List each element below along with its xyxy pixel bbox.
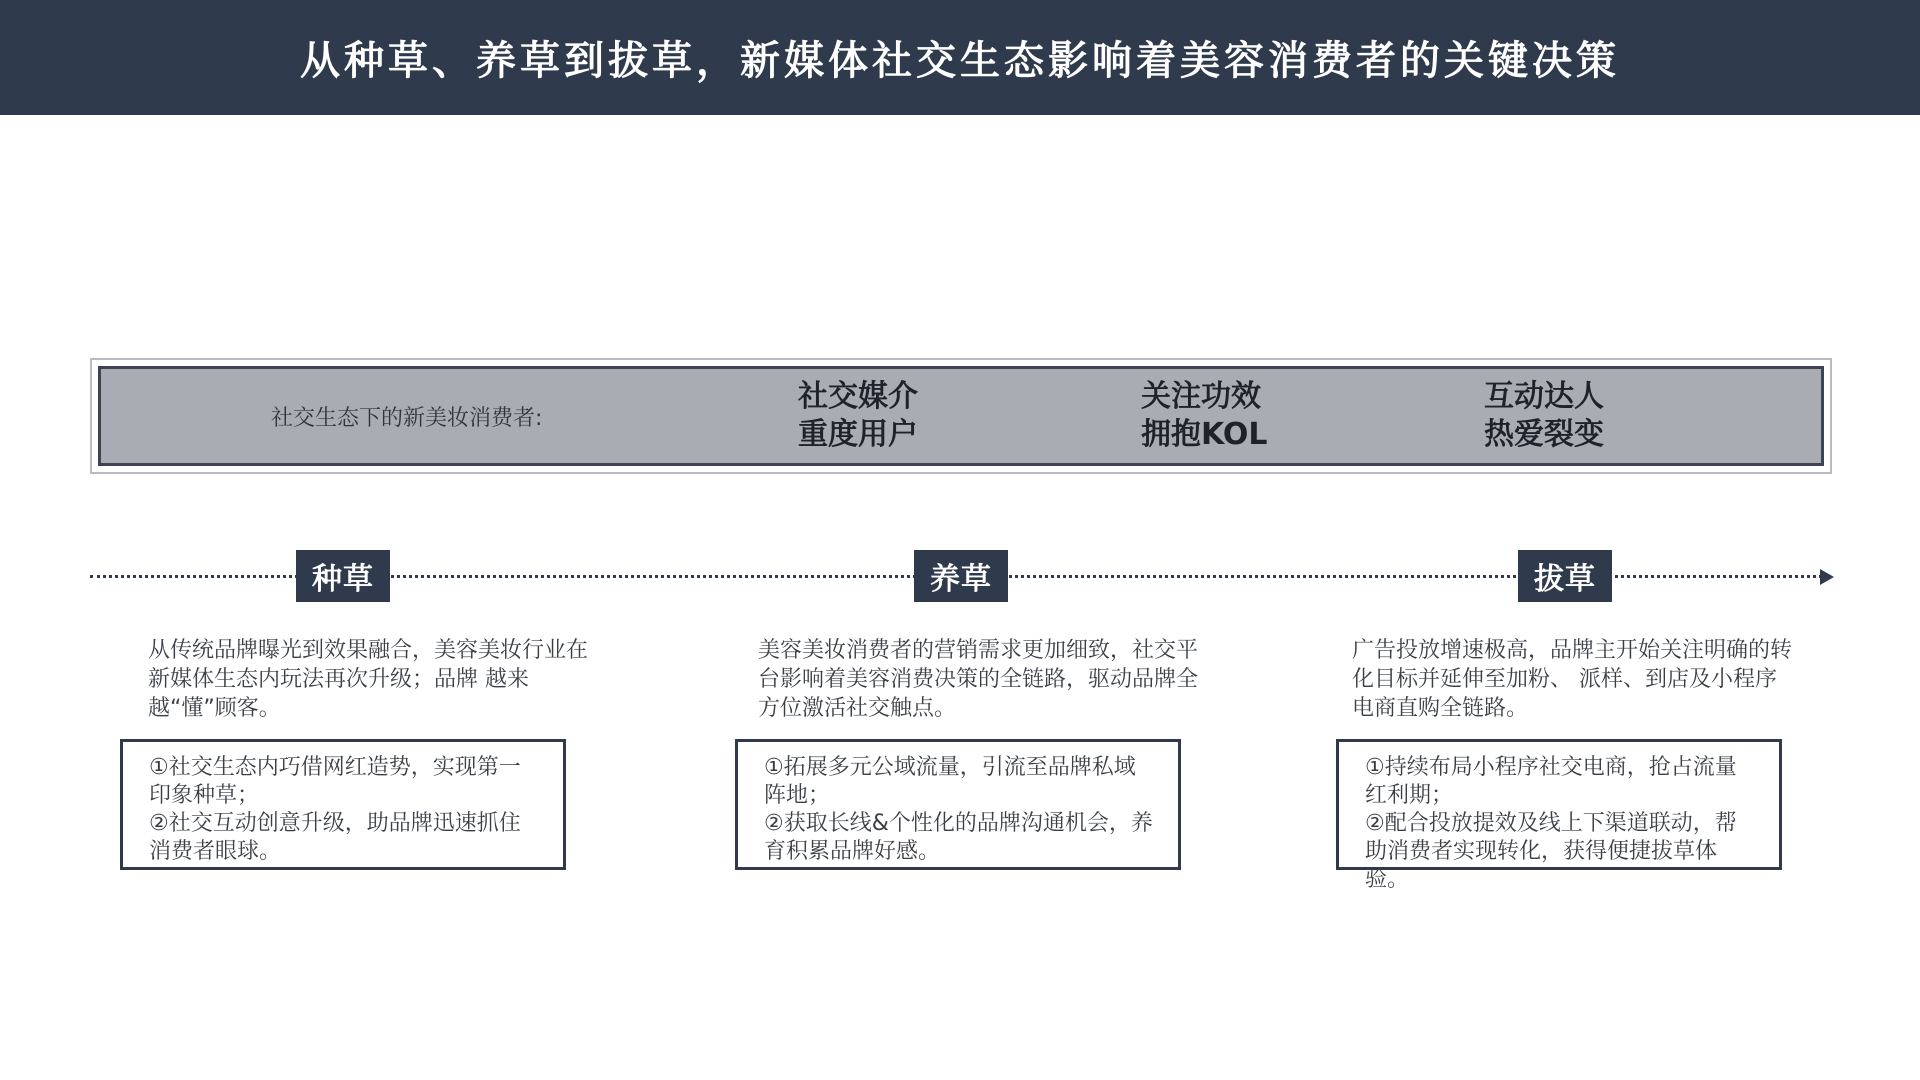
stage-description-nurturing: 美容美妆消费者的营销需求更加细致，社交平台影响着美容消费决策的全链路，驱动品牌全方位激活社交触点。: [758, 638, 1199, 721]
stage-point: ②获取长线&个性化的品牌沟通机会，养育积累品牌好感。: [764, 811, 1153, 864]
stage-points-box-nurturing: [735, 739, 1181, 870]
stage-point: ①持续布局小程序社交电商，抢占流量红利期；: [1365, 755, 1737, 808]
header-bar: [0, 0, 1920, 115]
consumer-trait-2: [1141, 369, 1268, 463]
consumer-band-label: 社交生态下的新美妆消费者:: [271, 405, 543, 431]
consumer-band-inner: [98, 366, 1824, 466]
stage-description-seeding: 从传统品牌曝光到效果融合，美容美妆行业在新媒体生态内玩法再次升级；品牌 越来越“懂”顾客。: [148, 638, 589, 721]
page-title: 从种草、养草到拔草，新媒体社交生态影响着美容消费者的关键决策: [300, 38, 1620, 84]
consumer-trait-1: [798, 369, 918, 463]
stage-point: ①社交生态内巧借网红造势，实现第一印象种草；: [149, 755, 521, 808]
stage-tag-nurturing: 养草: [914, 550, 1008, 602]
consumer-trait-2-line2: 拥抱KOL: [1141, 417, 1268, 452]
stage-tag-converting: 拔草: [1518, 550, 1612, 602]
stage-point: ②社交互动创意升级，助品牌迅速抓住消费者眼球。: [149, 811, 521, 864]
consumer-trait-3: [1484, 369, 1604, 463]
stage-points-box-seeding: [120, 739, 566, 870]
consumer-trait-1-line2: 重度用户: [798, 417, 918, 452]
stage-tag-seeding: 种草: [296, 550, 390, 602]
stage-points-box-converting: [1336, 739, 1782, 892]
consumer-trait-3-line2: 热爱裂变: [1484, 417, 1604, 452]
stage-description-converting: 广告投放增速极高，品牌主开始关注明确的转化目标并延伸至加粉、 派样、到店及小程序电商直购全链路。: [1352, 638, 1793, 721]
timeline-arrow-icon: [1820, 569, 1834, 585]
stage-point: ①拓展多元公域流量，引流至品牌私域阵地；: [764, 755, 1136, 808]
stage-point: ②配合投放提效及线上下渠道联动，帮助消费者实现转化，获得便捷拔草体验。: [1365, 811, 1737, 892]
consumer-trait-3-line1: 互动达人: [1484, 379, 1604, 414]
consumer-band: [90, 358, 1832, 474]
consumer-trait-2-line1: 关注功效: [1141, 379, 1261, 414]
consumer-trait-1-line1: 社交媒介: [798, 379, 918, 414]
